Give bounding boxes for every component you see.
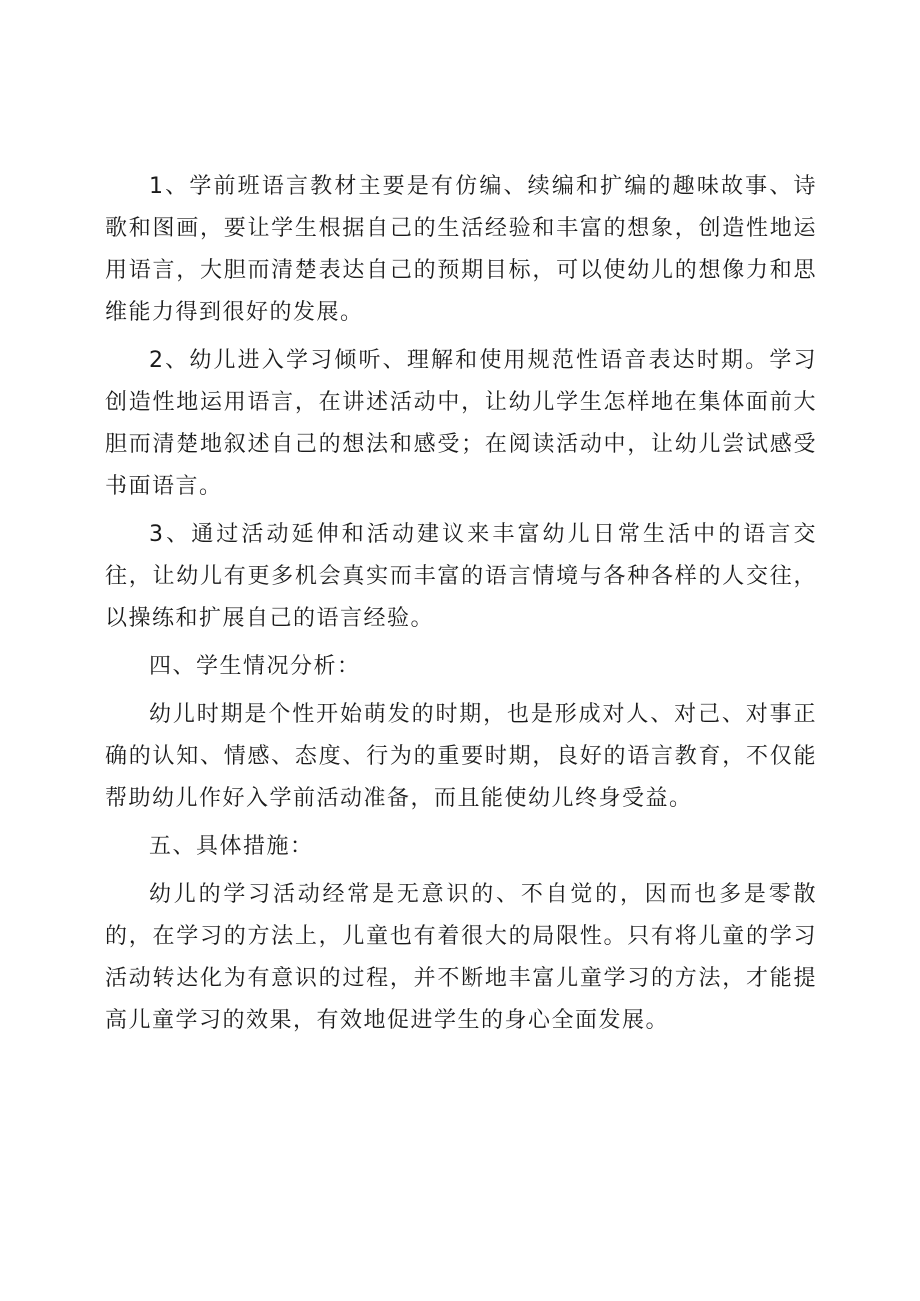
paragraph-item-2: 2、幼儿进入学习倾听、理解和使用规范性语音表达时期。学习创造性地运用语言，在讲述活动中，让幼儿学生怎样地在集体面前大胆而清楚地叙述自己的想法和感受；在阅读活动中，让幼儿尝试感受书面语言。 <box>105 348 817 499</box>
paragraph-item-3: 3、通过活动延伸和活动建议来丰富幼儿日常生活中的语言交往，让幼儿有更多机会真实而丰富的语言情境与各种各样的人交往，以操练和扩展自己的语言经验。 <box>105 522 817 631</box>
paragraph-student-analysis: 幼儿时期是个性开始萌发的时期，也是形成对人、对己、对事正确的认知、情感、态度、行为的重要时期，良好的语言教育，不仅能帮助幼儿作好入学前活动准备，而且能使幼儿终身受益。 <box>105 702 817 811</box>
paragraph-measures: 幼儿的学习活动经常是无意识的、不自觉的，因而也多是零散的，在学习的方法上，儿童也有着很大的局限性。只有将儿童的学习活动转达化为有意识的过程，并不断地丰富儿童学习的方法，才能提高儿童学习的效果，有效地促进学生的身心全面发展。 <box>105 882 817 1033</box>
document-body <box>105 166 817 1048</box>
section-heading-student-analysis: 四、学生情况分析： <box>149 654 361 679</box>
paragraph-item-1: 1、学前班语言教材主要是有仿编、续编和扩编的趣味故事、诗歌和图画，要让学生根据自己的生活经验和丰富的想象，创造性地运用语言，大胆而清楚表达自己的预期目标，可以使幼儿的想像力和思维能力得到很好的发展。 <box>105 174 817 325</box>
section-heading-measures: 五、具体措施： <box>149 834 314 859</box>
